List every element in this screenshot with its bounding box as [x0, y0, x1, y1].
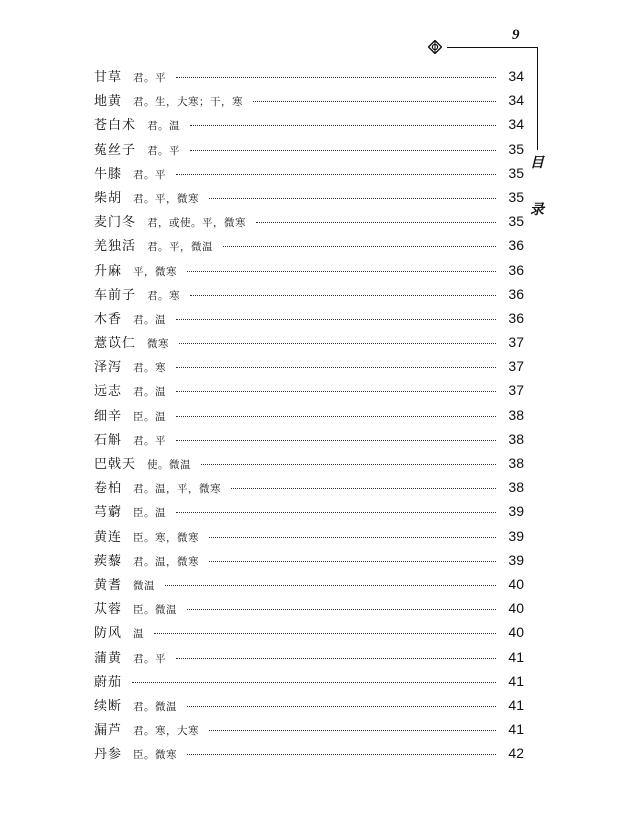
toc-entry-properties: 君。生，大寒；干，寒 [133, 96, 244, 109]
dot-leader [190, 295, 496, 296]
dot-leader [209, 561, 496, 562]
toc-entry-name: 苍白术 [94, 118, 137, 134]
toc-entry-name: 苁蓉 [94, 602, 123, 618]
dot-leader [187, 706, 496, 707]
dot-leader [187, 609, 496, 610]
dot-leader [209, 198, 496, 199]
toc-entry-name: 丹参 [94, 747, 123, 763]
toc-entry-name: 羌独活 [94, 239, 137, 255]
toc-entry [94, 187, 524, 211]
toc-entry-name: 薏苡仁 [94, 336, 137, 352]
toc-entry [94, 574, 524, 598]
toc-entry-page: 40 [508, 624, 524, 641]
toc-entry-name: 牛膝 [94, 166, 123, 182]
toc-entry-properties: 君。微温 [133, 700, 178, 713]
toc-entry [94, 308, 524, 332]
toc-entry-page: 39 [508, 503, 524, 520]
toc-entry-name: 防风 [94, 626, 123, 642]
toc-entry [94, 332, 524, 356]
toc-entry-name: 蔚茄 [94, 674, 123, 690]
toc-entry [94, 647, 524, 671]
toc-entry-properties: 使。微温 [147, 459, 192, 471]
toc-entry-page: 37 [508, 358, 524, 375]
toc-entry [94, 139, 524, 163]
dot-leader [176, 367, 496, 368]
toc-entry-page: 41 [508, 721, 524, 738]
toc-entry-page: 34 [508, 68, 524, 84]
toc-entry-properties: 臣。微寒 [133, 749, 178, 762]
toc-entry-properties: 君。温 [147, 120, 181, 133]
toc-entry-page: 38 [508, 455, 524, 471]
toc-entry-page: 36 [508, 261, 524, 278]
toc-entry-page: 39 [508, 551, 524, 568]
toc-entry-name: 蒲黄 [94, 650, 123, 666]
toc-entry-properties: 君。平 [133, 652, 167, 665]
toc-entry [94, 380, 524, 404]
toc-entry-name: 木香 [94, 311, 123, 327]
toc-entry-properties: 君。温 [133, 386, 167, 399]
toc-entry-page: 38 [508, 430, 524, 447]
toc-entry [94, 90, 524, 114]
dot-leader [176, 440, 496, 441]
header-rule [447, 47, 538, 48]
toc-entry-properties: 平，微寒 [133, 265, 178, 278]
toc-entry-page: 34 [508, 92, 524, 109]
toc-entry-page: 35 [508, 213, 524, 230]
toc-entry [94, 477, 524, 501]
dot-leader [201, 464, 496, 465]
toc-entry-name: 地黄 [94, 94, 123, 110]
toc-entry [94, 501, 524, 525]
toc-entry-name: 麦门冬 [94, 215, 137, 231]
toc-entry-page: 36 [508, 237, 524, 254]
toc-entry [94, 356, 524, 380]
toc-entry-name: 细辛 [94, 408, 123, 424]
toc-entry [94, 114, 524, 138]
toc-entry-page: 35 [508, 164, 524, 181]
section-label-2: 录 [530, 202, 544, 218]
dot-leader [176, 416, 496, 417]
dot-leader [187, 754, 496, 755]
toc-entry-page: 36 [508, 309, 524, 326]
toc-entry [94, 429, 524, 453]
toc-entry-name: 蒺藜 [94, 553, 123, 569]
toc-entry-name: 芎藭 [94, 505, 123, 521]
dot-leader [209, 730, 496, 731]
toc-entry [94, 622, 524, 646]
toc-entry-name: 升麻 [94, 263, 123, 279]
dot-leader [209, 537, 496, 538]
dot-leader [165, 585, 496, 586]
toc-entry-properties: 君。平，微温 [147, 241, 214, 254]
toc-entry-properties: 君。平 [147, 144, 181, 157]
toc-entry [94, 598, 524, 622]
toc-entry-page: 37 [508, 382, 524, 399]
dot-leader [176, 174, 496, 175]
toc-entry-properties: 君。平 [133, 168, 167, 181]
toc-entry-page: 42 [508, 745, 524, 762]
toc-entry-page: 41 [508, 672, 524, 689]
dot-leader [223, 246, 496, 247]
table-of-contents [94, 66, 524, 767]
toc-entry-page: 36 [508, 285, 524, 302]
toc-entry [94, 260, 524, 284]
toc-entry [94, 695, 524, 719]
toc-entry-name: 续断 [94, 698, 123, 714]
toc-entry [94, 405, 524, 429]
toc-entry-properties: 臣。微温 [133, 604, 178, 617]
toc-entry [94, 235, 524, 259]
toc-entry-properties: 君。温，微寒 [133, 555, 200, 568]
toc-entry-page: 41 [508, 696, 524, 713]
dot-leader [190, 150, 496, 151]
section-label-1: 目 [530, 155, 544, 171]
toc-entry [94, 526, 524, 550]
toc-entry [94, 284, 524, 308]
toc-entry-name: 黄连 [94, 529, 123, 545]
toc-entry [94, 550, 524, 574]
toc-entry-name: 黄耆 [94, 577, 123, 593]
toc-entry-page: 38 [508, 479, 524, 496]
page-number: 9 [512, 27, 520, 43]
toc-entry-name: 菟丝子 [94, 142, 137, 158]
toc-entry-name: 巴戟天 [94, 457, 137, 472]
dot-leader [132, 682, 496, 683]
dot-leader [176, 512, 496, 513]
toc-entry-page: 35 [508, 140, 524, 157]
toc-entry [94, 719, 524, 743]
toc-entry-properties: 微温 [133, 579, 156, 592]
toc-entry [94, 453, 524, 477]
dot-leader [179, 343, 496, 344]
toc-entry-properties: 臣。寒，微寒 [133, 531, 200, 544]
dot-leader [187, 271, 496, 272]
dot-leader [176, 319, 496, 320]
side-rule [537, 47, 538, 150]
toc-entry-name: 泽泻 [94, 360, 123, 376]
dot-leader [231, 488, 496, 489]
toc-entry-properties: 君。平，微寒 [133, 192, 200, 205]
toc-entry-properties: 君。温，平，微寒 [133, 483, 222, 496]
toc-entry-name: 漏芦 [94, 723, 123, 739]
toc-entry-name: 车前子 [94, 287, 137, 303]
toc-entry-properties: 君。寒 [133, 362, 167, 375]
toc-entry-page: 40 [508, 600, 524, 617]
toc-entry-page: 38 [508, 406, 524, 423]
toc-entry [94, 211, 524, 235]
toc-entry [94, 163, 524, 187]
toc-entry-properties: 微寒 [147, 338, 170, 351]
toc-entry-page: 41 [508, 648, 524, 665]
toc-entry-properties: 君，或使。平，微寒 [147, 217, 247, 230]
dot-leader [176, 77, 496, 78]
dot-leader [176, 391, 496, 392]
toc-entry-properties: 君。寒 [147, 289, 181, 302]
toc-entry-name: 远志 [94, 384, 123, 400]
toc-entry [94, 66, 524, 90]
diamond-ornament-icon [428, 40, 442, 54]
toc-entry-page: 35 [508, 188, 524, 205]
toc-entry-name: 柴胡 [94, 190, 123, 206]
toc-entry-page: 37 [508, 334, 524, 351]
toc-entry-name: 卷柏 [94, 481, 123, 497]
dot-leader [256, 222, 496, 223]
toc-entry-properties: 君。平 [133, 72, 167, 84]
toc-entry-name: 甘草 [94, 70, 123, 85]
dot-leader [190, 125, 496, 126]
toc-entry-properties: 温 [133, 628, 145, 641]
toc-entry-page: 40 [508, 575, 524, 592]
toc-entry [94, 743, 524, 767]
toc-entry-page: 39 [508, 527, 524, 544]
toc-entry-properties: 君。温 [133, 313, 167, 326]
toc-entry-page: 34 [508, 116, 524, 133]
toc-entry-properties: 君。平 [133, 434, 167, 447]
dot-leader [154, 633, 496, 634]
toc-entry-name: 石斛 [94, 432, 123, 448]
dot-leader [253, 101, 496, 102]
toc-entry-properties: 臣。温 [133, 410, 167, 423]
toc-entry-properties: 君。寒，大寒 [133, 725, 200, 738]
dot-leader [176, 658, 496, 659]
toc-entry-properties: 臣。温 [133, 507, 167, 520]
toc-entry [94, 671, 524, 695]
